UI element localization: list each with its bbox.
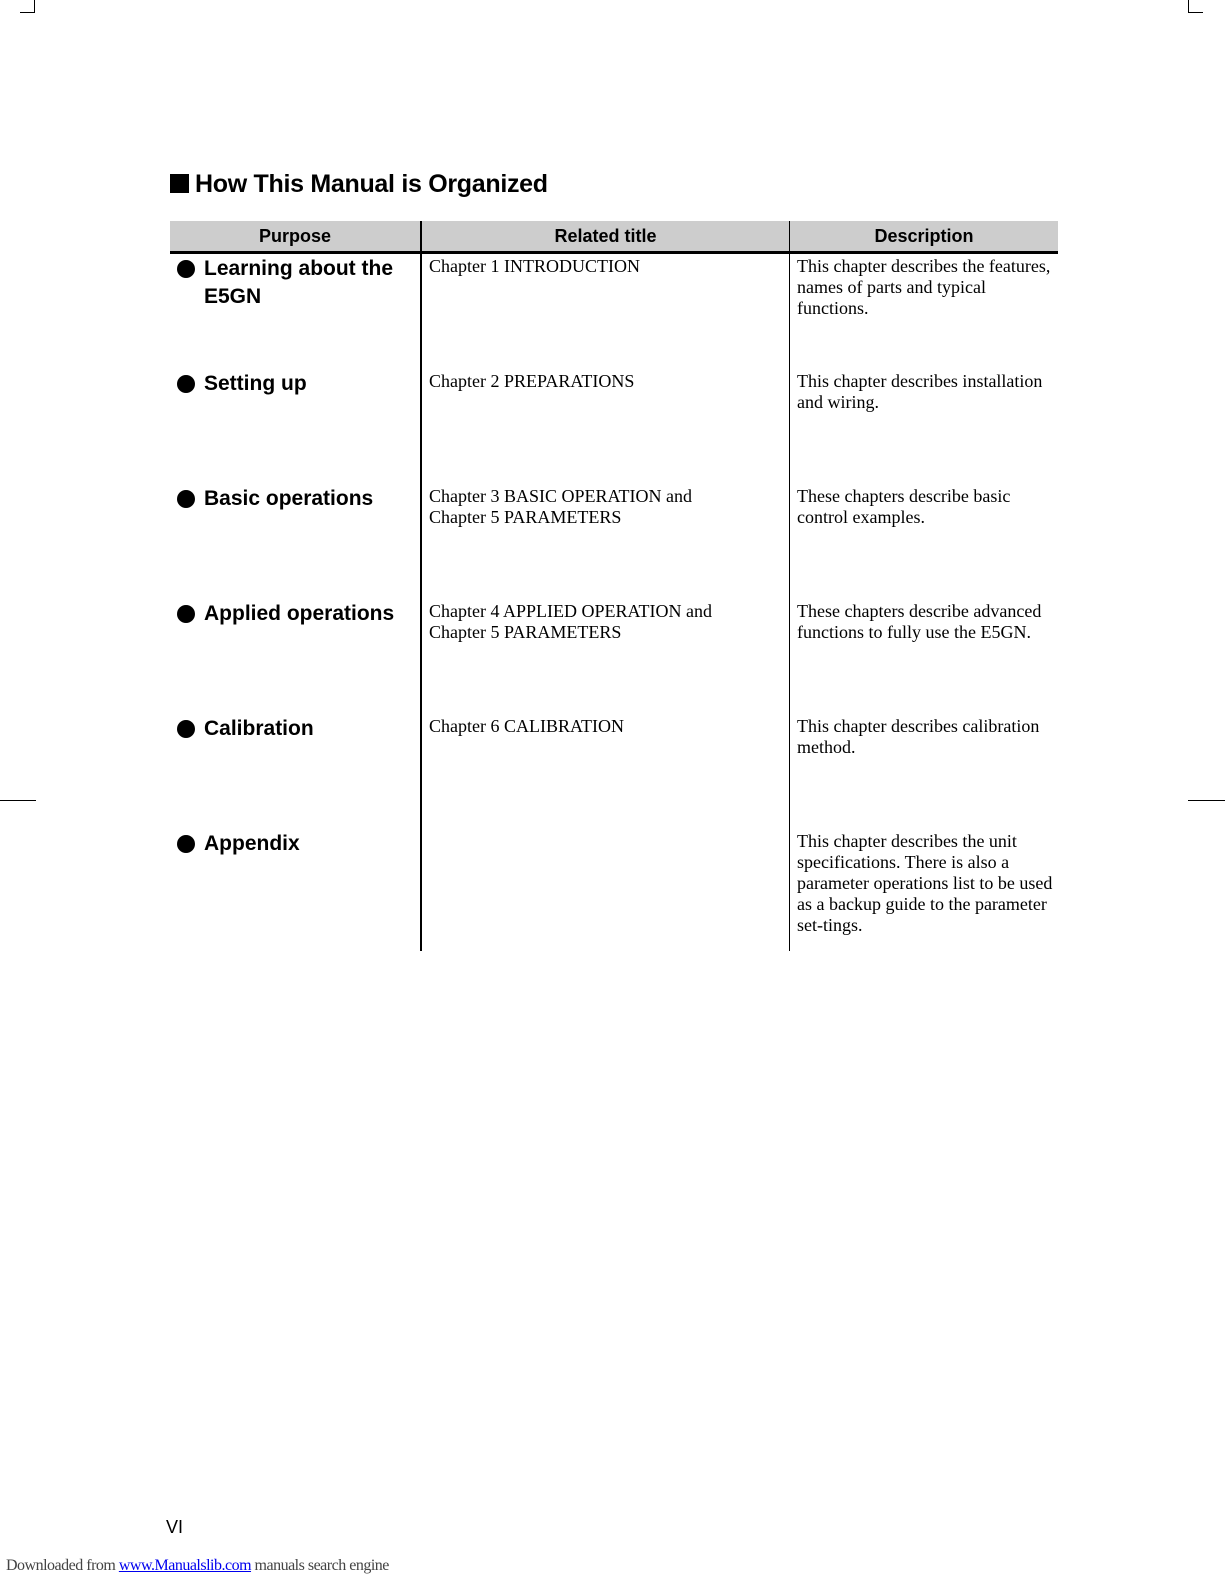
crop-mark-middle-left xyxy=(0,800,36,801)
bullet-icon xyxy=(177,835,195,853)
table-row xyxy=(170,253,1058,370)
related-title-cell: Chapter 6 CALIBRATION xyxy=(429,716,624,736)
description-cell: These chapters describe basic control examples. xyxy=(797,486,1011,527)
footer-suffix: manuals search engine xyxy=(251,1557,389,1574)
crop-mark-top-left xyxy=(20,12,35,13)
organization-table xyxy=(170,221,1058,951)
crop-mark-top-right xyxy=(1188,12,1203,13)
section-title xyxy=(170,170,548,199)
description-cell: This chapter describes installation and wiring. xyxy=(797,371,1043,412)
footer xyxy=(6,1557,389,1575)
related-title-cell: Chapter 2 PREPARATIONS xyxy=(429,371,635,391)
purpose-cell xyxy=(170,599,420,628)
description-cell: This chapter describes the unit specifications. There is also a parameter operations list to be used as a backup guide to the parameter set-tings. xyxy=(797,831,1053,935)
purpose-cell xyxy=(170,714,420,743)
description-cell: This chapter describes the features, names of parts and typical functions. xyxy=(797,256,1051,318)
table-row xyxy=(170,484,1058,599)
related-title-cell: Chapter 4 APPLIED OPERATION and Chapter 5 PARAMETERS xyxy=(429,601,712,642)
page-number: VI xyxy=(166,1517,184,1537)
section-title-text: How This Manual is Organized xyxy=(195,170,548,198)
purpose-text: Learning about the E5GN xyxy=(204,257,393,308)
bullet-icon xyxy=(177,490,195,508)
footer-link[interactable]: www.Manualslib.com xyxy=(118,1557,252,1574)
purpose-cell xyxy=(170,829,420,858)
purpose-cell xyxy=(170,369,420,398)
purpose-cell xyxy=(170,484,420,513)
square-bullet-icon xyxy=(170,174,189,193)
related-title-cell: Chapter 3 BASIC OPERATION and Chapter 5 PARAMETERS xyxy=(429,486,692,527)
table-row xyxy=(170,599,1058,714)
purpose-text: Setting up xyxy=(204,372,307,395)
bullet-icon xyxy=(177,605,195,623)
bullet-icon xyxy=(177,375,195,393)
table-row xyxy=(170,829,1058,951)
crop-mark-top-left xyxy=(34,0,35,12)
table-row xyxy=(170,369,1058,484)
header-description: Description xyxy=(790,221,1059,253)
description-cell: This chapter describes calibration method. xyxy=(797,716,1040,757)
footer-prefix: Downloaded from xyxy=(6,1557,119,1574)
purpose-text: Applied operations xyxy=(204,602,395,625)
purpose-text: Calibration xyxy=(204,717,314,740)
header-related-title: Related title xyxy=(421,221,790,253)
purpose-text: Appendix xyxy=(204,832,300,855)
crop-mark-top-right xyxy=(1188,0,1189,12)
bullet-icon xyxy=(177,720,195,738)
purpose-text: Basic operations xyxy=(204,487,374,510)
table-header-row xyxy=(170,221,1058,253)
bullet-icon xyxy=(177,260,195,278)
purpose-cell xyxy=(170,254,420,311)
description-cell: These chapters describe advanced functions to fully use the E5GN. xyxy=(797,601,1042,642)
related-title-cell: Chapter 1 INTRODUCTION xyxy=(429,256,640,276)
related-title-cell xyxy=(422,829,789,831)
table-row xyxy=(170,714,1058,829)
crop-mark-middle-right xyxy=(1188,800,1225,801)
header-purpose: Purpose xyxy=(170,221,421,253)
